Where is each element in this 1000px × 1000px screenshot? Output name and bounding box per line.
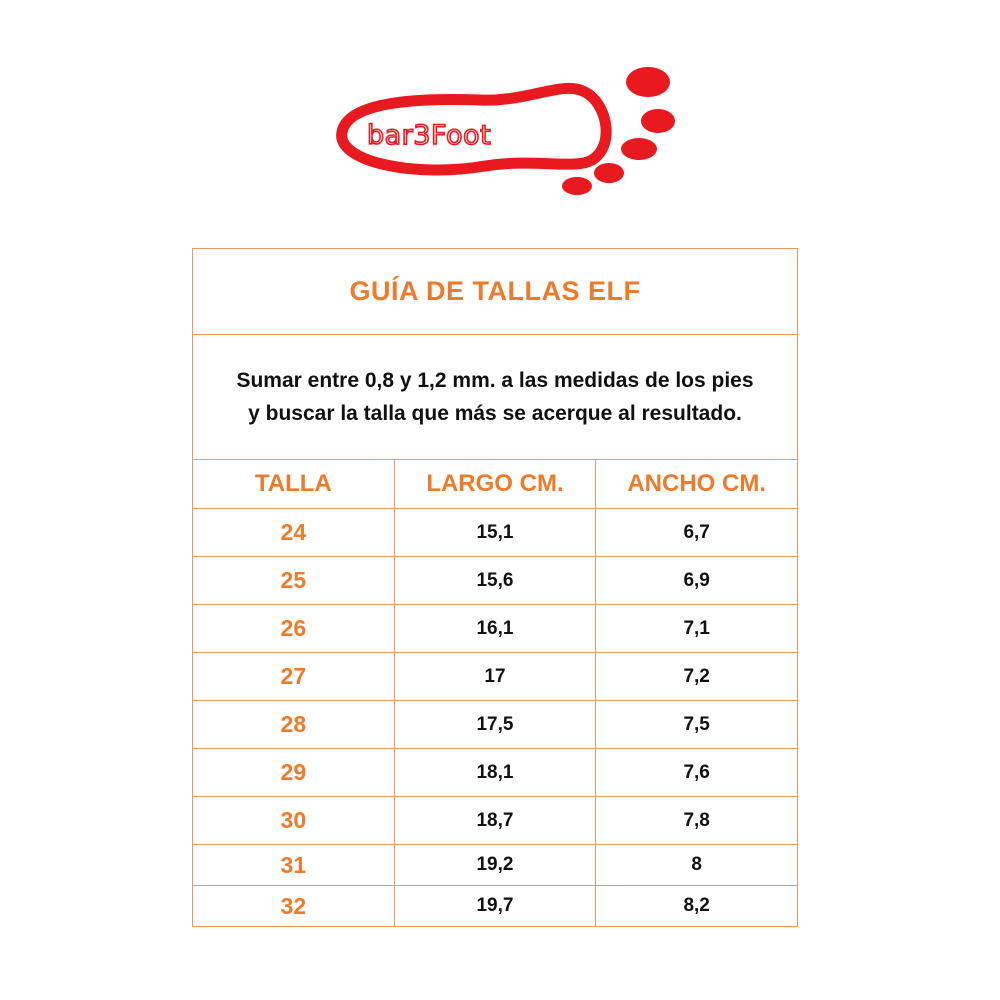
note-line: y buscar la talla que más se acerque al resultado. — [248, 402, 742, 425]
size-cell: 25 — [193, 557, 395, 605]
toe-icon — [562, 177, 592, 195]
table-title: GUÍA DE TALLAS ELF — [193, 249, 798, 335]
width-cell: 8 — [596, 845, 798, 886]
toe-icon — [641, 109, 675, 133]
toe-icon — [626, 67, 670, 97]
table-row — [193, 605, 798, 653]
size-cell: 30 — [193, 797, 395, 845]
header-talla: TALLA — [193, 460, 395, 509]
table-row — [193, 701, 798, 749]
width-cell: 8,2 — [596, 886, 798, 927]
width-cell: 7,6 — [596, 749, 798, 797]
length-cell: 17,5 — [394, 701, 596, 749]
table-row — [193, 749, 798, 797]
size-cell: 24 — [193, 509, 395, 557]
size-cell: 27 — [193, 653, 395, 701]
toe-icon — [594, 163, 624, 183]
width-cell: 6,7 — [596, 509, 798, 557]
width-cell: 6,9 — [596, 557, 798, 605]
table-row — [193, 797, 798, 845]
width-cell: 7,2 — [596, 653, 798, 701]
size-cell: 26 — [193, 605, 395, 653]
table-row — [193, 509, 798, 557]
length-cell: 19,2 — [394, 845, 596, 886]
width-cell: 7,8 — [596, 797, 798, 845]
length-cell: 19,7 — [394, 886, 596, 927]
table-row — [193, 845, 798, 886]
length-cell: 18,1 — [394, 749, 596, 797]
width-cell: 7,1 — [596, 605, 798, 653]
size-cell: 31 — [193, 845, 395, 886]
size-cell: 32 — [193, 886, 395, 927]
width-cell: 7,5 — [596, 701, 798, 749]
length-cell: 15,6 — [394, 557, 596, 605]
length-cell: 16,1 — [394, 605, 596, 653]
header-largo: LARGO CM. — [394, 460, 596, 509]
size-cell: 28 — [193, 701, 395, 749]
table-row — [193, 886, 798, 927]
note-line: Sumar entre 0,8 y 1,2 mm. a las medidas de los pies — [236, 369, 754, 392]
size-cell: 29 — [193, 749, 395, 797]
instructions-note — [193, 335, 798, 460]
length-cell: 18,7 — [394, 797, 596, 845]
length-cell: 15,1 — [394, 509, 596, 557]
table-row — [193, 653, 798, 701]
length-cell: 17 — [394, 653, 596, 701]
size-guide-table — [192, 248, 798, 927]
toe-icon — [621, 138, 657, 160]
header-ancho: ANCHO CM. — [596, 460, 798, 509]
bar3foot-logo — [330, 60, 690, 210]
logo-text: bar3Foot — [367, 120, 492, 151]
table-row — [193, 557, 798, 605]
